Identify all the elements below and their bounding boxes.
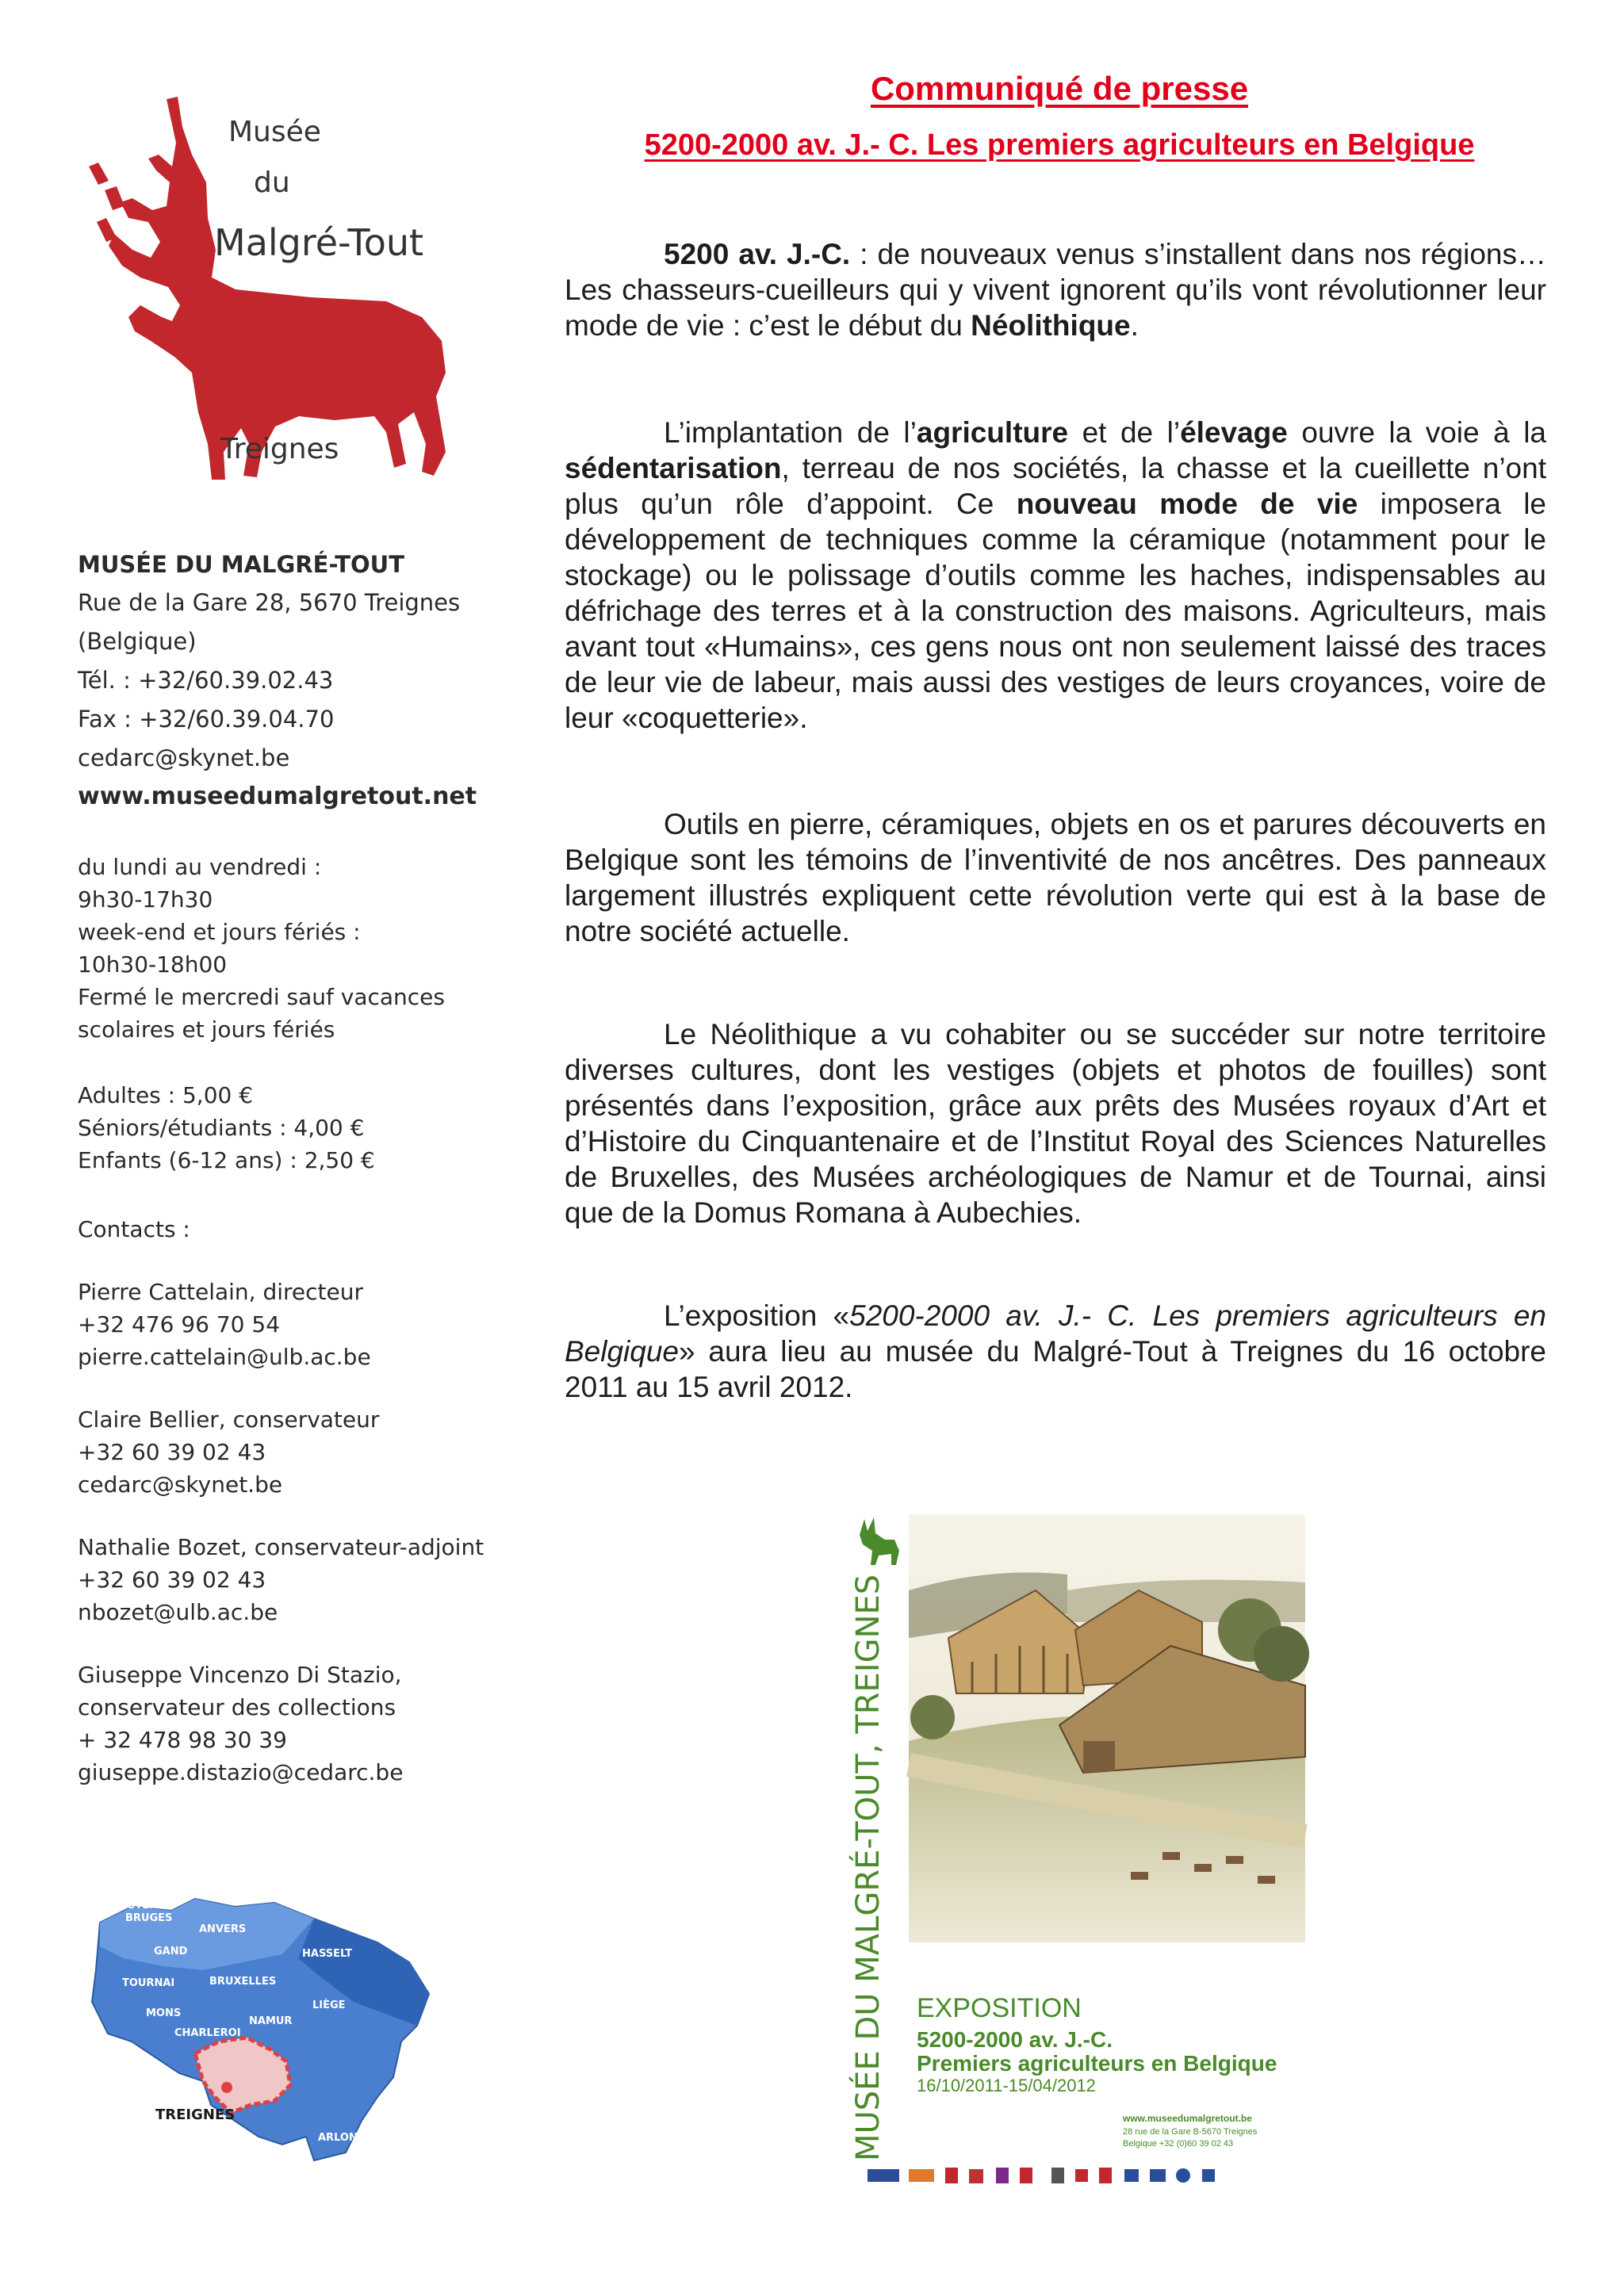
email-link[interactable]: cedarc@skynet.be	[78, 744, 290, 771]
contact-card	[78, 1659, 522, 1789]
italic-text: 5200-2000 av. J.- C. Les premiers agriculteurs en Belgique	[565, 1299, 1546, 1368]
contact-email[interactable]: nbozet@ulb.ac.be	[78, 1599, 278, 1625]
belgium-map-icon	[76, 1883, 441, 2164]
press-release-subtitle: 5200-2000 av. J.- C. Les premiers agriculteurs en Belgique	[644, 128, 1475, 162]
contact-phone: +32 60 39 02 43	[78, 1439, 266, 1465]
sponsor-logos	[868, 2168, 1215, 2183]
map-label-treignes: TREIGNES	[155, 2107, 236, 2123]
paragraph-text: L’exposition «	[664, 1299, 850, 1332]
reindeer-logo-icon	[73, 79, 485, 492]
exhibition-poster-image	[829, 1503, 1316, 2201]
contact-email[interactable]: giuseppe.distazio@cedarc.be	[78, 1759, 404, 1785]
price-line: Adultes : 5,00 €	[78, 1082, 254, 1108]
exhibition-poster	[829, 1503, 1316, 2201]
contact-card	[78, 1276, 522, 1373]
address-line-1: Rue de la Gare 28, 5670 Treignes	[78, 589, 461, 616]
paragraph-text: L’implantation de l’	[664, 416, 917, 449]
poster-website: www.museedumalgretout.be	[1123, 2113, 1252, 2124]
paragraph-text: imposera le développement de techniques comme la céramique (notamment pour le stockage) ou le polissage d’outils comme les haches, indispensables au défrichage des terres et à la construction des maisons. Agriculteurs, mais avant tout «Humains», ces gens nous ont non seulement laissé des traces de leur vie de labeur, mais aussi des vestiges de leurs croyances, voire de leur «coquetterie».	[565, 488, 1546, 734]
map-label-bruges: BRUGES	[125, 1912, 173, 1924]
hours-line: scolaires et jours fériés	[78, 1016, 335, 1043]
fax-number: Fax : +32/60.39.04.70	[78, 706, 335, 733]
contact-email[interactable]: pierre.cattelain@ulb.ac.be	[78, 1344, 371, 1370]
contact-name: Claire Bellier, conservateur	[78, 1406, 380, 1433]
bold-text: sédentarisation	[565, 452, 782, 484]
price-line: Enfants (6-12 ans) : 2,50 €	[78, 1147, 375, 1173]
map-label-liege: LIÈGE	[312, 1999, 346, 2011]
contact-phone: +32 476 96 70 54	[78, 1311, 281, 1337]
paragraph-3: Outils en pierre, céramiques, objets en os et parures découverts en Belgique sont les témoins de l’inventivité de nos ancêtres. Des panneaux largement illustrés expliquent cette révolution verte qui est à la base de notre société actuelle.	[565, 808, 1546, 947]
logo-line-1: Musée	[228, 116, 321, 148]
museum-name: MUSÉE DU MALGRÉ-TOUT	[78, 551, 404, 578]
contact-phone: + 32 478 98 30 39	[78, 1727, 287, 1753]
map-label-namur: NAMUR	[249, 2015, 293, 2027]
hours-line: Fermé le mercredi sauf vacances	[78, 984, 445, 1010]
bold-text: élevage	[1180, 416, 1288, 449]
phone-number: Tél. : +32/60.39.02.43	[78, 667, 334, 694]
paragraph-text: ouvre la voie à la	[1287, 416, 1546, 449]
logo-line-4: Treignes	[220, 433, 339, 465]
paragraph-4: Le Néolithique a vu cohabiter ou se succéder sur notre territoire diverses cultures, dont les vestiges (objets et photos de fouilles) sont présentés dans l’exposition, grâce aux prêts des Musées royaux d’Art et d’Histoire du Cinquantenaire et de l’Institut Royal des Sciences Naturelles de Bruxelles, des Musées archéologiques de Namur et de Tournai, ainsi que de la Domus Romana à Aubechies.	[565, 1018, 1546, 1229]
contact-name: Giuseppe Vincenzo Di Stazio,	[78, 1662, 402, 1688]
poster-vertical-title: MUSÉE DU MALGRÉ-TOUT, TREIGNES	[850, 1574, 887, 2161]
map-label-bruxelles: BRUXELLES	[209, 1976, 277, 1988]
paragraph-2	[565, 415, 1546, 736]
price-line: Séniors/étudiants : 4,00 €	[78, 1115, 365, 1141]
contact-name: Pierre Cattelain, directeur	[78, 1279, 364, 1305]
paragraph-text: , terreau de nos sociétés, la chasse et la cueillette n’ont plus qu’un rôle d’appoint. Ce	[565, 452, 1546, 520]
map-label-anvers: ANVERS	[199, 1923, 247, 1935]
paragraph-text: et de l’	[1068, 416, 1181, 449]
map-label-charleroi: CHARLEROI	[174, 2027, 241, 2039]
deer-icon	[860, 1517, 899, 1565]
contact-phone: +32 60 39 02 43	[78, 1567, 266, 1593]
museum-info-sidebar	[78, 545, 522, 1789]
poster-expo-dates-title: 5200-2000 av. J.-C.	[917, 2027, 1113, 2052]
hours-line: 10h30-18h00	[78, 951, 228, 978]
contact-name: Nathalie Bozet, conservateur-adjoint	[78, 1534, 485, 1560]
hours-line: 9h30-17h30	[78, 886, 213, 913]
paragraph-text: : de nouveaux venus s’installent dans nos régions… Les chasseurs-cueilleurs qui y vivent ignorent qu’ils vont révolutionner leur mode de vie : c’est le début du	[565, 238, 1546, 342]
contact-email[interactable]: cedarc@skynet.be	[78, 1471, 283, 1498]
contacts-label: Contacts :	[78, 1216, 190, 1242]
hours-line: week-end et jours fériés :	[78, 919, 361, 945]
poster-expo-subtitle: Premiers agriculteurs en Belgique	[917, 2051, 1277, 2076]
map-label-gand: GAND	[154, 1946, 188, 1957]
hours-line: du lundi au vendredi :	[78, 854, 322, 880]
address-line-2: (Belgique)	[78, 628, 197, 655]
bold-text: 5200 av. J.-C.	[664, 238, 851, 270]
opening-hours	[78, 851, 522, 1046]
bold-text: Néolithique	[971, 309, 1131, 342]
belgium-map	[76, 1883, 441, 2164]
paragraph-text: .	[1130, 309, 1139, 342]
poster-country-phone: Belgique +32 (0)60 39 02 43	[1123, 2139, 1234, 2149]
map-label-hasselt: HASSELT	[302, 1948, 352, 1960]
prices	[78, 1079, 522, 1177]
museum-logo	[73, 79, 485, 492]
press-release-title: Communiqué de presse	[870, 70, 1249, 107]
logo-line-3: Malgré-Tout	[214, 221, 424, 264]
map-label-tournai: TOURNAI	[122, 1977, 175, 1989]
paragraph-text: » aura lieu au musée du Malgré-Tout à Treignes du 16 octobre 2011 au 15 avril 2012.	[565, 1335, 1546, 1403]
bold-text: agriculture	[916, 416, 1069, 449]
poster-address: 28 rue de la Gare B-5670 Treignes	[1123, 2127, 1258, 2137]
logo-line-2: du	[254, 166, 290, 199]
map-label-ostende: OSTENDE	[119, 1900, 174, 1911]
contact-role: conservateur des collections	[78, 1694, 396, 1720]
paragraph-5	[565, 1298, 1546, 1405]
website-link[interactable]: www.museedumalgretout.net	[78, 783, 477, 810]
map-label-mons: MONS	[146, 2007, 182, 2019]
map-label-arlon: ARLON	[318, 2132, 358, 2144]
poster-expo-label: EXPOSITION	[917, 1993, 1082, 2023]
poster-expo-period: 16/10/2011-15/04/2012	[917, 2076, 1096, 2095]
bold-text: nouveau mode de vie	[1016, 488, 1358, 520]
contact-card	[78, 1531, 522, 1628]
contact-card	[78, 1403, 522, 1501]
paragraph-1	[565, 236, 1546, 343]
